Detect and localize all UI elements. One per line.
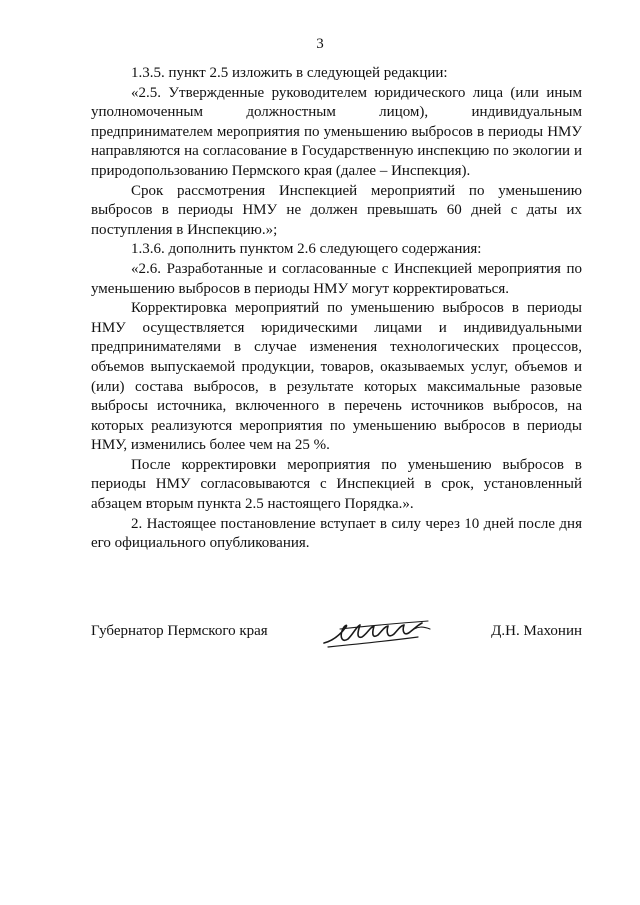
paragraph-2-6: «2.6. Разработанные и согласованные с Инспекцией мероприятия по уменьшению выбросов в периоды НМУ могут корректироваться. [91, 260, 582, 297]
document-body [91, 64, 582, 554]
signer-name: Д.Н. Махонин [491, 623, 582, 639]
paragraph-1-3-5: 1.3.5. пункт 2.5 изложить в следующей редакции: [131, 65, 448, 81]
paragraph-review-period: Срок рассмотрения Инспекцией мероприятий по уменьшению выбросов в периоды НМУ не должен превышать 60 дней с даты их поступления в Инспекцию.»; [91, 182, 582, 238]
paragraph-after-correction: После корректировки мероприятия по уменьшению выбросов в периоды НМУ согласовываются с Инспекцией в срок, установленный абзацем вторым пункта 2.5 настоящего Порядка.». [91, 456, 582, 513]
paragraph-correction: Корректировка мероприятий по уменьшению выбросов в периоды НМУ осуществляется юридическими лицами и индивидуальными предпринимателями в случае изменения технологических процессов, объемов выпускаемой продукции, товаров, оказываемых услуг, объемов и (или) состава выбросов, в результате которых максимальные разовые выбросы источника, включенного в перечень источников выбросов, на которых реализуются мероприятия по уменьшению выбросов в периоды НМУ, изменились более чем на 25 %. [91, 300, 582, 454]
signature-block [91, 617, 582, 657]
page-number: 3 [316, 36, 324, 52]
handwritten-signature [318, 617, 438, 651]
paragraph-1-3-6: 1.3.6. дополнить пунктом 2.6 следующего содержания: [131, 241, 482, 258]
signer-title: Губернатор Пермского края [91, 623, 268, 639]
paragraph-effective-date: 2. Настоящее постановление вступает в силу через 10 дней после дня его официального опубликования. [91, 515, 582, 552]
paragraph-2-5: «2.5. Утвержденные руководителем юридического лица (или иным уполномоченным должностным лицом), индивидуальным предпринимателем мероприятия по уменьшению выбросов в периоды НМУ направляются на согласование в Государственную инспекцию по экологии и природопользованию Пермского края (далее – Инспекция). [91, 84, 582, 179]
